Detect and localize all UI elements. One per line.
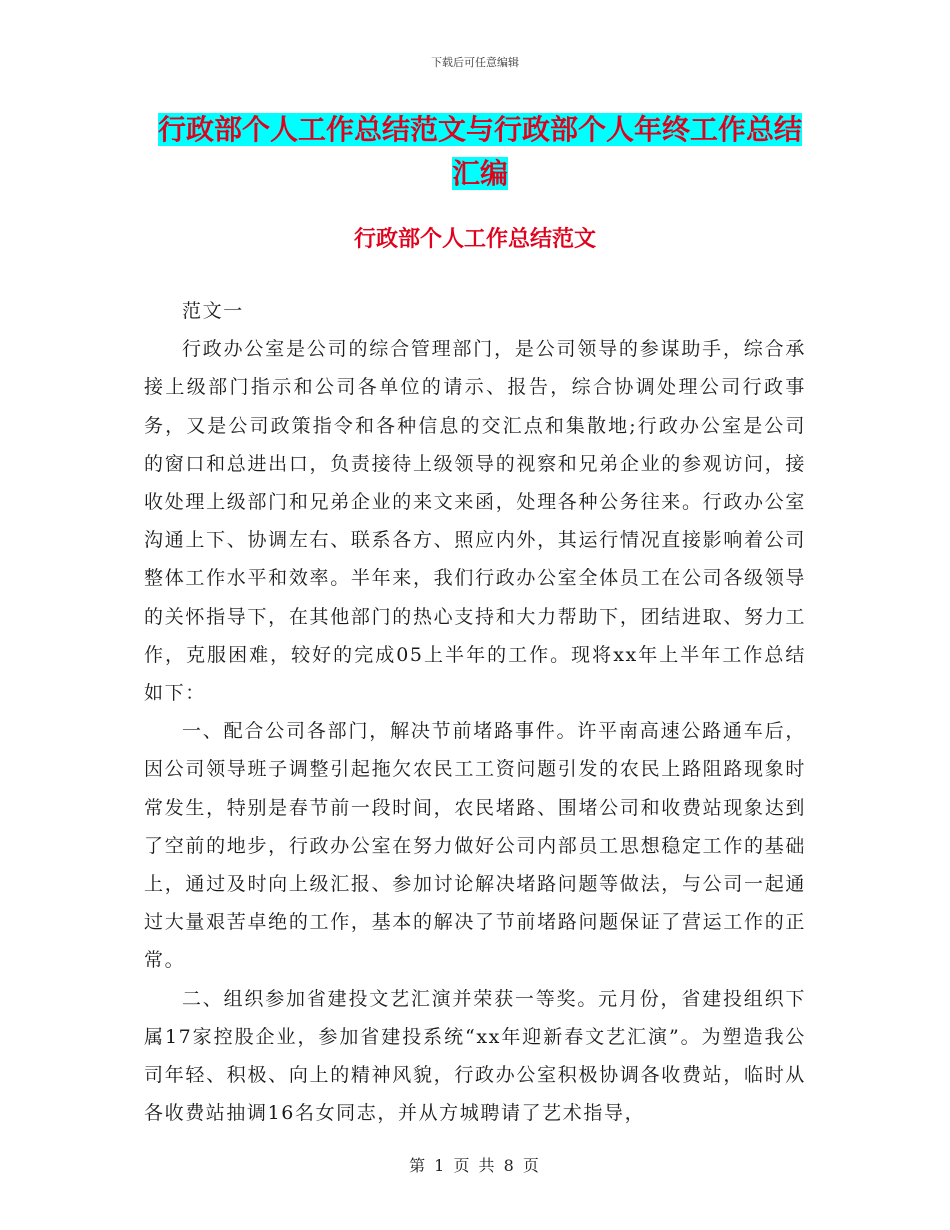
page-number-footer: 第 1 页 共 8 页 xyxy=(409,1156,541,1175)
paragraph: 一、配合公司各部门，解决节前堵路事件。许平南高速公路通车后，因公司领导班子调整引起拖欠农民工工资问题引发的农民上路阻路现象时常发生，特别是春节前一段时间，农民堵路、围堵公司和收费站现象达到了空前的地步，行政办公室在努力做好公司内部员工思想稳定工作的基础上，通过及时向上级汇报、参加讨论解决堵路问题等做法，与公司一起通过大量艰苦卓绝的工作，基本的解决了节前堵路问题保证了营运工作的正常。 xyxy=(144,720,806,972)
document-title-line-1: 行政部个人工作总结范文与行政部个人年终工作总结 xyxy=(157,113,802,146)
document-title-line-2: 汇编 xyxy=(451,157,508,190)
section-title: 行政部个人工作总结范文 xyxy=(353,227,596,252)
header-note: 下载后可任意编辑 xyxy=(431,56,519,69)
paragraph-label: 范文一 xyxy=(182,300,244,322)
paragraph: 行政办公室是公司的综合管理部门，是公司领导的参谋助手，综合承接上级部门指示和公司各单位的请示、报告，综合协调处理公司行政事务，又是公司政策指令和各种信息的交汇点和集散地;行政办公室是公司的窗口和总进出口，负责接待上级领导的视察和兄弟企业的参观访问，接收处理上级部门和兄弟企业的来文来函，处理各种公务往来。行政办公室沟通上下、协调左右、联系各方、照应内外，其运行情况直接影响着公司整体工作水平和效率。半年来，我们行政办公室全体员工在公司各级领导的关怀指导下，在其他部门的热心支持和大力帮助下，团结进取、努力工作，克服困难，较好的完成05上半年的工作。现将xx年上半年工作总结如下： xyxy=(144,338,806,705)
paragraph: 二、组织参加省建投文艺汇演并荣获一等奖。元月份，省建投组织下属17家控股企业，参加省建投系统“xx年迎新春文艺汇演”。为塑造我公司年轻、积极、向上的精神风貌，行政办公室积极协调各收费站，临时从各收费站抽调16名女同志，并从方城聘请了艺术指导， xyxy=(144,987,806,1125)
document-title xyxy=(140,108,820,196)
document-body xyxy=(144,292,806,1132)
